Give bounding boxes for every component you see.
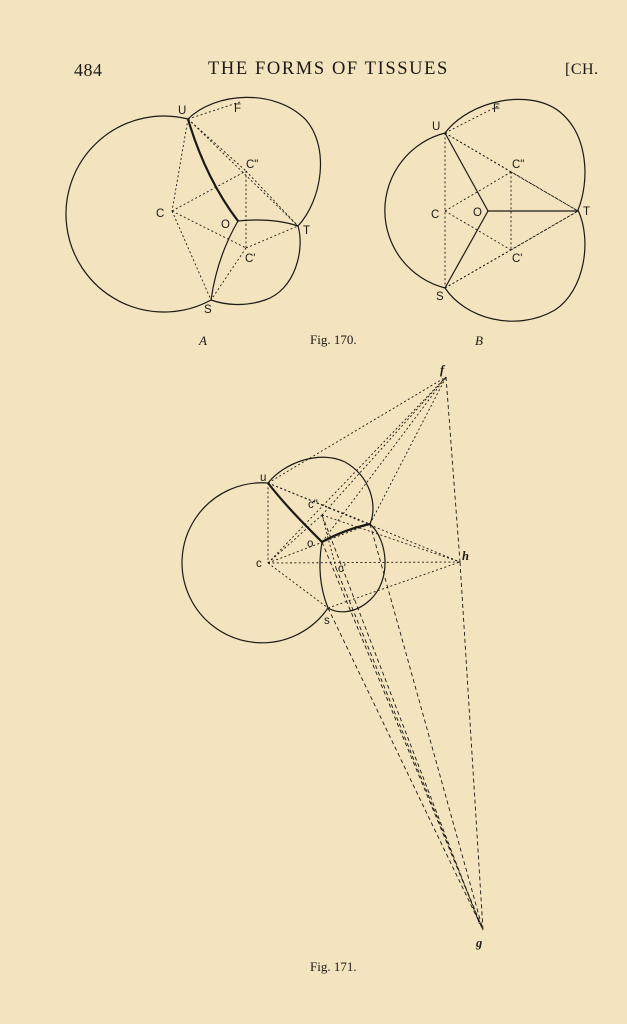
label-a-c: C xyxy=(156,208,165,220)
figure-171-caption: Fig. 171. xyxy=(310,959,357,974)
circle-c2-arc-b xyxy=(445,99,585,210)
label-171-c2: c" xyxy=(308,499,318,511)
label-171-c1: c' xyxy=(338,563,346,575)
label-b-t: T xyxy=(583,206,591,218)
figure-170-panel-a xyxy=(66,97,321,348)
label-171-u: u xyxy=(260,472,267,484)
wall-o-s-171 xyxy=(320,542,328,608)
label-171-g: g xyxy=(476,936,483,950)
wall-o-s xyxy=(211,221,238,300)
label-a-o: O xyxy=(221,219,230,231)
label-171-h: h xyxy=(462,549,469,563)
figure-171 xyxy=(182,363,483,950)
circle-c-171 xyxy=(182,483,328,643)
label-b-f: F xyxy=(493,103,501,115)
wall-b-s xyxy=(445,211,488,288)
label-171-f: f xyxy=(440,363,445,377)
chapter-mark: [CH. xyxy=(565,61,599,78)
circle-c-arc xyxy=(66,116,211,312)
label-171-s: s xyxy=(324,615,330,627)
label-a-f: F xyxy=(234,103,242,115)
figure-170-caption: Fig. 170. xyxy=(310,332,357,347)
page-number: 484 xyxy=(74,60,103,80)
label-a-c1: C' xyxy=(245,253,256,265)
label-a-u: U xyxy=(178,105,187,117)
label-a-t: T xyxy=(303,225,311,237)
running-title: THE FORMS OF TISSUES xyxy=(208,59,449,79)
label-b-c: C xyxy=(431,209,440,221)
label-171-c: c xyxy=(256,558,262,570)
panel-label-a: A xyxy=(199,333,207,348)
panel-label-b: B xyxy=(475,333,483,348)
circle-c2-171 xyxy=(268,457,373,524)
wall-b-u xyxy=(445,133,488,211)
label-b-u: U xyxy=(432,121,441,133)
label-b-o: O xyxy=(473,207,482,219)
wall-o-t xyxy=(238,220,298,226)
label-171-o: o xyxy=(307,538,314,550)
wall-u-o xyxy=(188,119,238,221)
wall-u-o-171 xyxy=(268,483,322,542)
figure-170-panel-b xyxy=(385,99,590,348)
label-a-s: S xyxy=(204,304,212,316)
label-b-s: S xyxy=(436,291,444,303)
label-b-c1: C' xyxy=(512,253,523,265)
circle-c1-171 xyxy=(328,524,385,612)
circle-c1-arc-b xyxy=(445,210,585,321)
label-b-c2: C" xyxy=(512,159,525,171)
label-a-c2: C" xyxy=(246,159,259,171)
circle-c1-arc xyxy=(211,226,300,305)
